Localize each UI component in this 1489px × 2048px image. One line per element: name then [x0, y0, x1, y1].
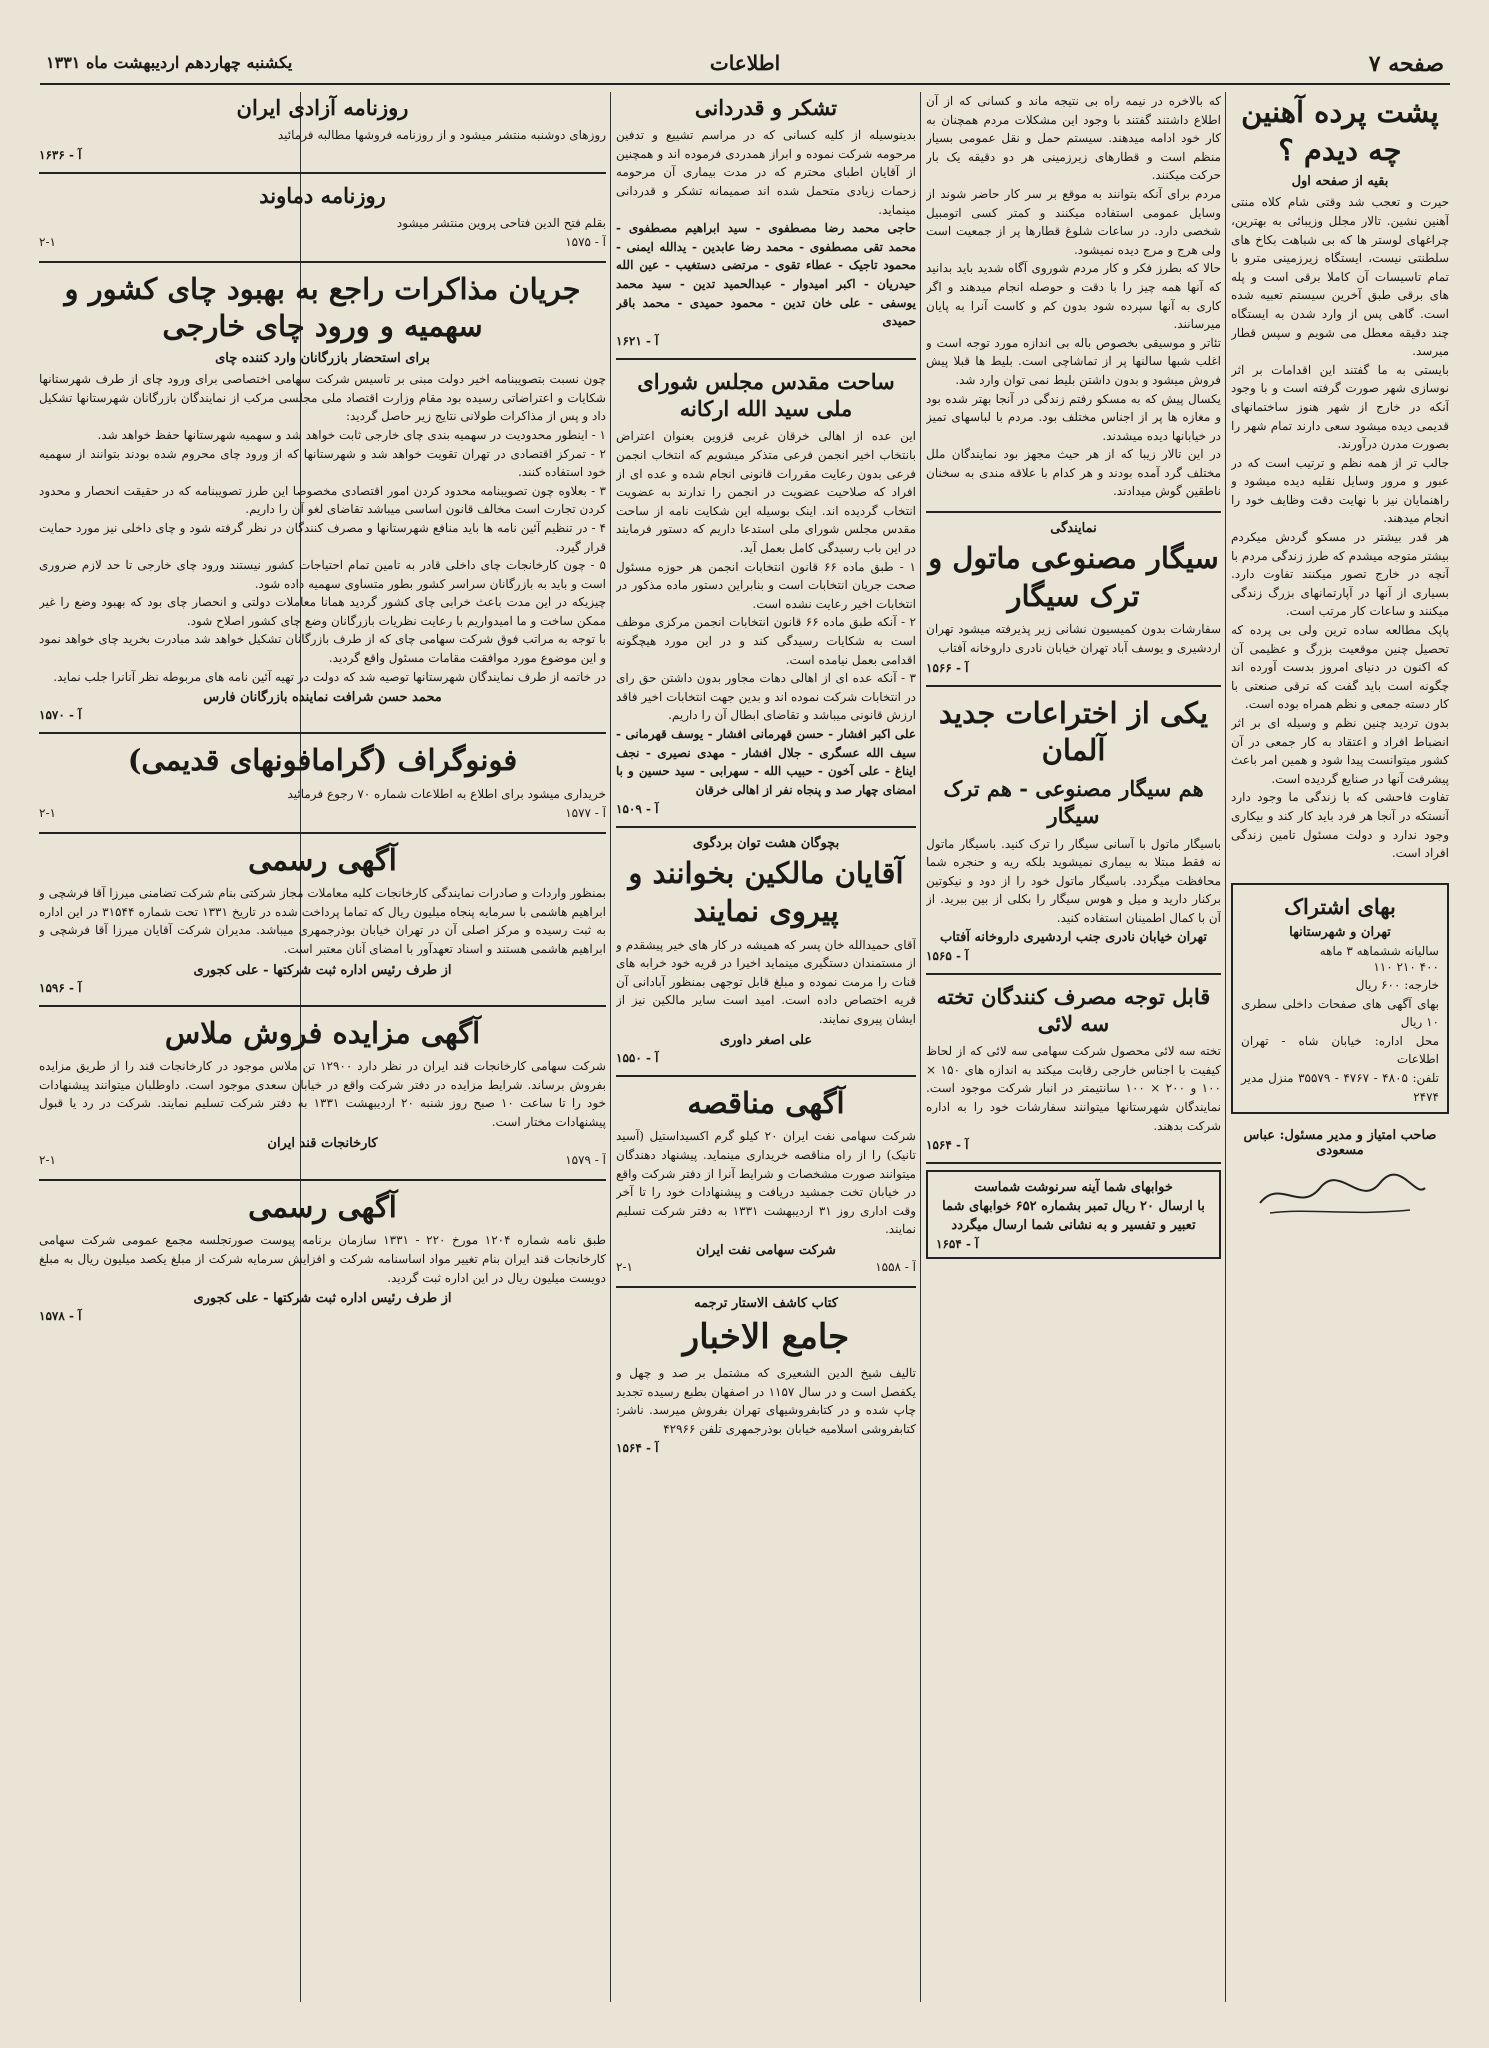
- official-notice-1: [39, 840, 606, 995]
- book-body: تالیف شیخ الدین الشعیری که مشتمل بر صد و چهل و یکفصل است و در سال ۱۱۵۷ در اصفهان بطبع رسیده تجدید چاپ شده و در کتابفروشیهای تهران بفروش میرسد. ناشر: کتابفروشی اسلامیه خیابان بوذرجمهری تلفن ۴۲۹۶۶: [616, 1366, 916, 1436]
- tea-paragraph: با توجه به مراتب فوق شرکت سهامی چای که از طرف بازرگانان تشکیل خواهد شد مبادرت بخرید چای خواهد نمود و این موضوع مورد موافقت مقامات مسئول واقع گردید.: [39, 632, 606, 666]
- subscription-prices: ۴۰۰ ۲۱۰ ۱۱۰: [1373, 960, 1439, 975]
- auction-notice: [39, 1013, 606, 1169]
- article-paragraph: جالب تر از همه نظم و ترتیب است که در عبور و مرور وسایل نقلیه دیده میشود و راهنمایان نیز با نهایت دقت وظایف خود را انجام میدهند.: [1231, 455, 1449, 526]
- column-divider: [610, 92, 611, 2002]
- ad-body: آقای حمیدالله خان پسر که همیشه در کار های خیر پیشقدم و از مستمندان دستگیری مینماید اخیرا در قریه خود خرابه های قنات را مرمت نموده و مبلغ قابل توجهی بمنظور آبادانی آن قریه اختصاص داده است. امید است سایر مالکین نیز از ایشان پیروی نمایند.: [616, 937, 916, 1027]
- petition-title: ساحت مقدس مجلس شورای ملی سید الله ارکانه: [637, 368, 895, 422]
- ad-body: خریداری میشود برای اطلاع به اطلاعات شماره ۷۰ رجوع فرمائید: [287, 786, 606, 801]
- divider: [39, 732, 606, 734]
- article-continuation: [926, 92, 1221, 501]
- column-divider: [920, 92, 921, 2002]
- notice-body: طبق نامه شماره ۱۲۰۴ مورخ ۲۲۰ - ۱۳۳۱ سازمان برنامه پیوست صورتجلسه مجمع عمومی شرکت سهامی کارخانجات قند ایران بنام تغییر مواد اساسنامه شرکت و افزایش سرمایه شرکت از مبلغ یکصد میلیون ریال به مبلغ دویست میلیون ریال در این اداره ثبت گردید.: [39, 1233, 606, 1285]
- thanks-body: بدینوسیله از کلیه کسانی که در مراسم تشییع و تدفین مرحومه شرکت نموده و ابراز همدردی فرموده اند و همچنین از آقایان اطبای محترم که در مدت بیماری آن مرحومه زحمات زیادی متحمل شده اند صمیمانه تشکر و قدردانی مینماید.: [616, 128, 916, 217]
- ad-title: یکی از اختراعات جدید آلمان: [938, 695, 1209, 768]
- tea-ref: آ - ۱۵۷۰: [39, 708, 82, 723]
- ad-title: قابل توجه مصرف کنندگان تخته سه لائی: [936, 983, 1211, 1036]
- subscription-subtitle: تهران و شهرستانها: [1289, 925, 1391, 941]
- article-paragraph: بایستی به ما گفتند این اقدامات بر اثر نوسازی شهر صورت گرفته است و با وجود آنکه در خارج از شهر هنوز ساختمانهای قدیمی دیده میشود سعی دارند تمام شهر را بصورت مدرن درآورند.: [1231, 362, 1449, 452]
- ad-matol-agency: [926, 519, 1221, 675]
- ad-sign: علی اصغر داوری: [719, 1032, 813, 1048]
- divider: [616, 358, 916, 360]
- petition-ref: آ - ۱۵۰۹: [616, 802, 659, 817]
- article-paragraph: بدون تردید چنین نظم و وسیله ای بر اثر انضباط افراد و اعتقاد به کار جمعی در آن کشور میتوانست پیدا شود و همین امر باعث پیشرفت آنها در صنایع گردیده است.: [1231, 716, 1449, 786]
- column-divider: [1225, 92, 1226, 2002]
- notice-sign: از طرف رئیس اداره ثبت شرکتها - علی کجوری: [193, 962, 452, 978]
- ad-title: سیگار مصنوعی ماتول و ترک سیگار: [928, 541, 1219, 613]
- auction-ref: آ - ۱۵۷۹: [565, 1152, 606, 1167]
- tender-refs: [616, 1260, 916, 1274]
- ad-label: نمایندگی: [1050, 521, 1097, 537]
- tender-company: شرکت سهامی نفت ایران: [696, 1242, 836, 1258]
- notice-title: آگهی رسمی: [248, 842, 397, 877]
- tea-sign: محمد حسن شرافت نماینده بازرگانان فارس: [203, 690, 442, 706]
- subscription-title: بهای اشتراک: [1284, 893, 1396, 919]
- auction-ref-2: ۲-۱: [39, 1152, 56, 1167]
- council-petition: [616, 366, 916, 816]
- subscription-periods: سالیانه ششماهه ۳ ماهه: [1319, 944, 1439, 959]
- ad-ref-2: ۲-۱: [39, 234, 56, 249]
- thanks-names: حاجی محمد رضا مصطفوی - سید ابراهیم مصطفوی - محمد تقی مصطفوی - محمد رضا عابدین - یدالله ایمنی - محمود تاجیک - عطاء تقوی - مرتضی دستغیب - عین الله حیدریان - اکبر امیدوار - عبدالحمید تدین - سید محمد یوسفی - علی خان تدین - محمود حمیدی - محمد باقر حمیدی: [616, 221, 916, 329]
- article-paragraph: هر قدر بیشتر در مسکو گردش میکردم بیشتر متوجه میشدم که طرز زندگی مردم با آنچه در خارج تصور میکنند تفاوت دارد. بسیاری از آنها در آپارتمانهای بزرگ زندگی میکنند و ساعات کار مرتب است.: [1231, 530, 1449, 619]
- book-label: کتاب کاشف الاستار ترجمه: [694, 1295, 838, 1311]
- ad-label: بچوگان هشت توان بردگوی: [692, 836, 840, 852]
- auction-refs: [39, 1153, 606, 1167]
- subscription-ads: بهای آگهی های صفحات داخلی سطری ۱۰ ریال: [1241, 996, 1439, 1030]
- column-2: [926, 92, 1221, 2002]
- tea-paragraph: ۲ - تمرکز اقتصادی در تهران تقویت خواهد شد و شهرستانها که از ورود چای محروم شده بودند بتوانند از سهمیه خود استفاده کنند.: [39, 446, 606, 480]
- auction-company: کارخانجات قند ایران: [267, 1135, 378, 1151]
- ad-title: آقایان مالکین بخوانند و پیروی نمایند: [628, 856, 904, 928]
- divider: [616, 826, 916, 828]
- divider: [926, 685, 1221, 687]
- notice-ref: آ - ۱۵۹۶: [39, 980, 82, 995]
- ad-body: تخته سه لائی محصول شرکت سهامی سه لائی که از لحاظ کیفیت با اجناس خارجی رقابت میکند به اندازه های ۱۵۰ × ۱۰۰ و ۲۰۰ × ۱۰۰ سانتیمتر در انبار شرکت موجود است. نمایندگان شهرستانها میتوانند سفارشات خود را به اداره شرکت بدهند.: [926, 1044, 1221, 1133]
- ad-ref: آ - ۱۶۳۶: [39, 147, 82, 162]
- ad-german-invention: [926, 693, 1221, 963]
- ad-dreams: [926, 1170, 1221, 1259]
- owner-label: صاحب امتیاز و مدیر مسئول: عباس مسعودی: [1243, 1128, 1437, 1159]
- divider: [39, 832, 606, 834]
- book-ad: [616, 1294, 916, 1456]
- article-paragraph: تئاتر و موسیقی بخصوص باله بی اندازه مورد توجه است و اغلب شبها سالنها پر از تماشاچی است. بلیط ها قبلا پیش فروش میشود و بدون داشتن بلیط نمی توان وارد شد.: [926, 335, 1221, 387]
- page-number: صفحه ۷: [1368, 51, 1444, 77]
- ad-ref-2: ۲-۱: [39, 805, 56, 820]
- ad-refs: [39, 806, 606, 820]
- tea-subtitle: برای استحضار بازرگانان وارد کننده چای: [215, 351, 430, 367]
- divider: [39, 261, 606, 263]
- article-subtitle: بقیه از صفحه اول: [1291, 174, 1389, 190]
- ad-plywood: [926, 981, 1221, 1153]
- petition-names: علی اکبر افشار - حسن قهرمانی افشار - یوسف قهرمانی - سیف الله عسگری - جلال افشار - مهدی نصیری - نجف ایناغ - علی آخون - حبیب الله - سهرابی - سید حسین و با امضای چهار صد و پنجاه نفر از اهالی خرقان: [616, 726, 916, 797]
- auction-title: آگهی مزایده فروش ملاس: [164, 1015, 481, 1050]
- petition-paragraph: ۲ - آنکه طبق ماده ۶۶ قانون انتخابات انجمن مرکزی موظف است به شکایات رسیدگی کند و در این مورد هیچگونه اقدامی بعمل نیامده است.: [616, 615, 916, 667]
- tender-ref: آ - ۱۵۵۸: [875, 1259, 916, 1274]
- tender-title: آگهی مناقصه: [687, 1085, 845, 1120]
- ad-body: سفارشات بدون کمیسیون نشانی زیر پذیرفته میشود تهران اردشیری و یوسف آباد تهران خیابان نادری داروخانه آفتاب: [926, 622, 1221, 656]
- subscription-address: محل اداره: خیابان شاه - تهران اطلاعات: [1241, 1033, 1439, 1067]
- ad-ref: آ - ۱۵۶۶: [926, 660, 969, 675]
- notice-sign: از طرف رئیس اداره ثبت شرکتها - علی کجوری: [193, 1291, 452, 1307]
- ad-title-2: هم سیگار مصنوعی - هم ترک سیگار: [943, 776, 1204, 829]
- thanks-notice: [616, 92, 916, 348]
- tender-notice: [616, 1083, 916, 1276]
- article-paragraph: یکسال پیش که به مسکو رفتم زندگی در آنجا بهتر شده بود و مغازه ها پر از اجناس مختلف بود. مردم با لباسهای تمیز در خیابانها دیده میشدند.: [926, 391, 1221, 443]
- thanks-title: تشکر و قدردانی: [694, 95, 838, 120]
- ad-title: فونوگراف (گرامافونهای قدیمی): [127, 743, 518, 778]
- column-1: [1231, 92, 1449, 2002]
- issue-date: یکشنبه چهاردهم اردیبهشت ماه ۱۳۳۱: [46, 53, 293, 72]
- notice-body: بمنظور واردات و صادرات نمایندگی کارخانجات کلیه معاملات مجاز شرکتی بنام شرکت تضامنی میرزا آقا فرشچی و ابراهیم هاشمی با سرمایه پنجاه میلیون ریال که تماما پرداخت شده در تاریخ ۱۳۳۱ تحت شماره ۳۱۵۴۴ در این اداره به ثبت رسیده و مرکز اصلی آن در تهران خیابان بوذرجمهری میباشد. مدیران شرکت آقایان میرزا آقا فرشچی و ابراهیم هاشمی هستند و اسناد تعهدآور با امضای آنان معتبر است.: [39, 886, 606, 956]
- ad-line: با ارسال ۲۰ ریال تمبر بشماره ۶۵۲ خوابهای شما: [942, 1199, 1205, 1215]
- tea-paragraph: چیزیکه در این مدت باعث خرابی چای کشور گردید همانا معاملات دولتی و انحصار چای بود که بهبود وضع را غیر ممکن ساخت و ما امیدواریم با رعایت نظریات بازرگانان وضع چای کشور اصلاح شود.: [39, 595, 606, 628]
- ad-body: بقلم فتح الدین فتاحی پروین منتشر میشود: [396, 216, 606, 231]
- official-notice-2: [39, 1187, 606, 1323]
- newspaper-damavand-ad: [39, 180, 606, 251]
- ad-title: روزنامه دماوند: [259, 182, 386, 208]
- tea-paragraph: ۴ - در تنظیم آئین نامه ها باید منافع شهرستانها و مصرف کنندگان در نظر گرفته شود و چای داخلی نیز مورد حمایت قرار گیرد.: [39, 520, 606, 554]
- divider: [39, 172, 606, 174]
- divider: [926, 1162, 1221, 1164]
- subscription-phone: تلفن: ۴۸۰۵ - ۴۷۶۷ - ۳۵۵۷۹ منزل مدیر ۲۴۷۴: [1241, 1071, 1440, 1104]
- subscription-abroad: خارجه: ۶۰۰ ریال: [1355, 978, 1439, 993]
- ad-contact: تهران خیابان نادری جنب اردشیری داروخانه آفتاب: [939, 929, 1208, 945]
- tea-article: [39, 269, 606, 722]
- ad-body: باسیگار ماتول با آسانی سیگار را ترک کنید. باسیگار ماتول نه فقط مبتلا به بیماری نمیشوید بلکه ریه و حنجره شما محافظت میگردد. باسیگار ماتول خود را از دود و نیکوتین برکنار دارید و میل و هوس سیگار را بکلی از بین ببرید. از آن با کمال اطمینان استفاده کنید.: [926, 836, 1221, 925]
- column-3: [616, 92, 916, 2002]
- column-4: [39, 92, 606, 2002]
- ad-landowners: [616, 834, 916, 1064]
- ad-refs: [39, 235, 606, 249]
- ad-body: روزهای دوشنبه منتشر میشود و از روزنامه فروشها مطالبه فرمائید: [277, 128, 606, 143]
- divider: [616, 1075, 916, 1077]
- divider: [39, 1005, 606, 1007]
- ad-ref: آ - ۱۵۷۷: [565, 805, 606, 820]
- divider: [616, 1286, 916, 1288]
- ad-line: تعبیر و تفسیر و به نشانی شما ارسال میگردد: [951, 1218, 1196, 1234]
- ad-ref: آ - ۱۵۶۴: [926, 1138, 969, 1153]
- ad-ref: آ - ۱۵۶۵: [926, 948, 969, 963]
- book-title: جامع الاخبار: [682, 1316, 850, 1357]
- newspaper-azadi-ad: [39, 92, 606, 162]
- article-paragraph: پاپک مطالعه ساده ترین ولی بی پرده که تحصیل چنین موقعیت بزرگ و عظیمی آن که اکنون در دنیای امروز بدست آورده اند چگونه است باید گفت که ترقی صنعتی با کار دسته جمعی و نظم همراه بوده است.: [1231, 623, 1449, 712]
- tender-ref-2: ۲-۱: [616, 1259, 633, 1274]
- tea-paragraph: چون نسبت بتصویبنامه اخیر دولت مبنی بر تاسیس شرکت سهامی اختصاصی برای ورود چای از طرف شهرستانها شکایات و اعتراضاتی رسیده بود مقام وزارت اقتصاد ملی مجلسی مرکب از نمایندگان بازرگانان شهرستانها تشکیل داد و پس از مذاکرات طولانی نتایج زیر حاصل گردید:: [39, 372, 606, 424]
- tea-paragraph: ۵ - چون کارخانجات چای داخلی قادر به تامین تمام احتیاجات کشور نیستند ورود چای خارجی تا حد لازم ضروری است و باید به بازرگانان سراسر کشور بطور متساوی سهمیه داده شود.: [39, 558, 606, 591]
- article-paragraph: حیرت و تعجب شد وقتی شام کلاه منتی آهنین نشین. تالار مجلل وزیبائی به بهترین، چراغهای لوستر ها که بی شباهت بکاخ های سلطنتی نیست، ایستگاه زیرزمینی مترو با تمام تاسیسات آن کاملا برقی است و پله های برقی طبق آخرین سیستم تعبیه شده است. گاهی پس از وارد شدن به ایستگاه چند دقیقه معطل می شویم و سپس قطار میرسد.: [1231, 195, 1449, 359]
- phonograph-ad: [39, 740, 606, 821]
- ad-ref: آ - ۱۵۵۰: [616, 1050, 659, 1065]
- owner-block: [1231, 1124, 1449, 1228]
- divider: [926, 973, 1221, 975]
- ad-title: روزنامه آزادی ایران: [236, 95, 409, 120]
- tea-paragraph: در خاتمه از طرف نمایندگان شهرستانها توصیه شد که دولت در تهیه آئین نامه های مربوطه نظر آنانرا جلب نماید.: [53, 669, 606, 684]
- subscription-box: [1231, 883, 1449, 1114]
- book-ref: آ - ۱۵۶۴: [616, 1441, 659, 1456]
- newspaper-name: اطلاعات: [709, 51, 781, 75]
- owner-signature-icon: [1231, 1158, 1449, 1228]
- tea-title: جریان مذاکرات راجع به بهبود چای کشور و سهمیه و ورود چای خارجی: [64, 271, 581, 344]
- auction-body: شرکت سهامی کارخانجات قند ایران در نظر دارد ۱۲۹۰۰ تن ملاس موجود در کارخانجات قند را از طریق مزایده بفروش برساند. شرایط مزایده در دفتر شرکت واقع در خیابان سعدی موجود است. داوطلبان میتوانند پیشنهادات خود را تا ساعت ۱۰ صبح روز شنبه ۲۰ اردیبهشت ۱۳۳۱ به دفتر شرکت تسلیم نمایند. شرکت در رد یا قبول پیشنهادات مختار است.: [39, 1059, 606, 1130]
- petition-paragraph: این عده از اهالی خرقان غربی قزوین بعنوان اعتراض بانتخاب اخیر انجمن فرعی متذکر میشویم که انتخاب انجمن فرعی بدون رعایت مقررات قانونی انجام شده و عده ای از افراد که صلاحیت عضویت در انجمن را ندارند به عضویت انتخاب گردیده اند. اینک بوسیله این شکایت نامه از ساحت مقدس مجلس شورای ملی استدعا داریم که دستور فرمایند در این باب رسیدگی کامل بعمل آید.: [616, 429, 916, 555]
- ad-ref: آ - ۱۵۷۵: [565, 234, 606, 249]
- thanks-ref: آ - ۱۶۲۱: [616, 333, 659, 348]
- article-iron-curtain: [1231, 92, 1449, 863]
- article-paragraph: حالا که بطرز فکر و کار مردم شوروی آگاه شدید باید بدانید که آنها همه چیز را با دقت و حوصله انجام میدهند و اگر کاری به آنها سپرده شود بدون کم و کاست آنرا به پایان میرسانند.: [926, 261, 1221, 332]
- divider: [39, 1179, 606, 1181]
- ad-line: خوابهای شما آینه سرنوشت شماست: [974, 1180, 1173, 1196]
- tea-paragraph: ۱ - اینطور محدودیت در سهمیه بندی چای خارجی ثابت خواهد شد و سهمیه شهرستانها حفظ خواهد شد.: [97, 427, 606, 442]
- article-paragraph: تفاوت فاحشی که با زندگی ما وجود دارد آنستکه در آنجا هر فرد باید کار کند و بیکاری وجود ندارد و دولت مسئول تامین زندگی افراد است.: [1231, 790, 1449, 861]
- tea-paragraph: ۳ - بعلاوه چون تصویبنامه محدود کردن امور اقتصادی مخصوصا این طرز تصویبنامه که در حقیقت انحصار و محدود کردن تجارت است مخالف قانون اساسی میباشد تقاضای لغو آن را داریم.: [39, 483, 606, 517]
- article-paragraph: در این تالار زیبا که از هر حیث مجهز بود نمایندگان ملل مختلف گرد آمده بودند و هر کدام با علاقه مندی به سخنان ناطقین گوش میدادند.: [926, 447, 1221, 499]
- article-paragraph: مردم برای آنکه بتوانند به موقع بر سر کار حاضر شوند از وسایل عمومی استفاده میکنند و کمتر کسی اتومبیل شخصی دارد. در ساعات شلوغ قطارها پر از جمعیت است ولی هرج و مرج دیده نمیشود.: [926, 186, 1221, 257]
- ad-ref: آ - ۱۶۵۴: [936, 1237, 979, 1252]
- page-header: [40, 45, 1450, 85]
- article-paragraph: که بالاخره در نیمه راه بی نتیجه ماند و کسانی که از آن اطلاع داشتند گفتند با وجود این مشکلات مردم همچنان به کار خود ادامه میدهند. سیستم حمل و نقل عمومی بسیار منظم است و قطارهای زیرزمینی هر دو دقیقه یک بار حرکت میکنند.: [926, 94, 1221, 183]
- petition-paragraph: ۱ - طبق ماده ۶۶ قانون انتخابات انجمن هر حوزه مسئول صحت جریان انتخابات است و بنابراین دستور ماده مذکور در انتخابات اخیر رعایت نشده است.: [616, 559, 916, 611]
- notice-title: آگهی رسمی: [248, 1189, 397, 1224]
- tender-body: شرکت سهامی نفت ایران ۲۰ کیلو گرم اکسیداستیل (آسید تانیک) را از راه مناقصه خریداری مینماید. پیشنهاد دهندگان میتوانند صورت مشخصات و شرایط آنرا از دفتر شرکت واقع در خیابان تخت جمشید دریافت و پیشنهادات خود را تا آخر وقت اداری روز ۳۱ اردیبهشت ۱۳۳۱ به دفتر شرکت تسلیم نمایند.: [616, 1129, 916, 1237]
- divider: [926, 511, 1221, 513]
- petition-paragraph: ۳ - آنکه عده ای از اهالی دهات مجاور بدون داشتن حق رای در انتخابات شرکت نموده اند و بدین جهت انتخابات اخیر فاقد ارزش قانونی میباشد و تقاضای ابطال آن را داریم.: [616, 671, 916, 723]
- notice-ref: آ - ۱۵۷۸: [39, 1309, 82, 1324]
- article-title: پشت پرده آهنین چه دیدم ؟: [1241, 95, 1439, 167]
